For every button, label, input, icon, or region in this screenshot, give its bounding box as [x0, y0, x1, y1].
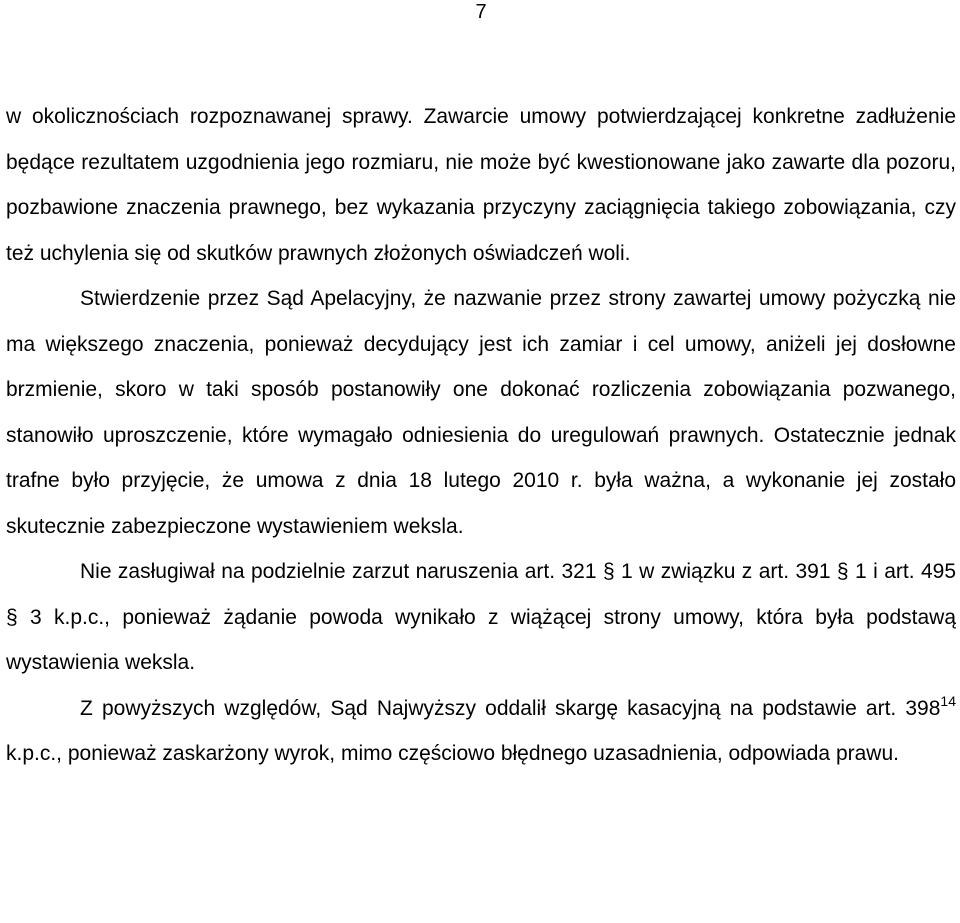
page-number — [0, 0, 960, 24]
page-number-text: 7 — [475, 1, 487, 23]
paragraph-3: Nie zasługiwał na podzielnie zarzut naruszenia art. 321 § 1 w związku z art. 391 § 1 i art. 495 § 3 k.p.c., ponieważ żądanie powoda wynikało z wiążącej strony umowy, która była podstawą wystawienia weksla. — [6, 560, 956, 674]
paragraph-4-text-before: Z powyższych względów, Sąd Najwyższy oddalił skargę kasacyjną na podstawie art. 398 — [80, 696, 941, 720]
paragraph-1: w okolicznościach rozpoznawanej sprawy. Zawarcie umowy potwierdzającej konkretne zadłużenie będące rezultatem uzgodnienia jego rozmiaru, nie może być kwestionowane jako zawarte dla pozoru, pozbawione znaczenia prawnego, bez wykazania przyczyny zaciągnięcia takiego zobowiązania, czy też uchylenia się od skutków prawnych złożonych oświadczeń woli. — [6, 105, 956, 265]
paragraph-4-text-after: k.p.c., ponieważ zaskarżony wyrok, mimo częściowo błędnego uzasadnienia, odpowiada prawu. — [6, 742, 899, 765]
article-superscript: 14 — [940, 692, 956, 709]
paragraph-2: Stwierdzenie przez Sąd Apelacyjny, że nazwanie przez strony zawartej umowy pożyczką nie ma większego znaczenia, ponieważ decydujący jest ich zamiar i cel umowy, aniżeli jej dosłowne brzmienie, skoro w taki sposób postanowiły one dokonać rozliczenia zobowiązania pozwanego, stanowiło uproszczenie, które wymagało odniesienia do uregulowań prawnych. Ostatecznie jednak trafne było przyjęcie, że umowa z dnia 18 lutego 2010 r. była ważna, a wykonanie jej zostało skutecznie zabezpieczone wystawieniem weksla. — [6, 287, 956, 538]
document-body — [6, 94, 956, 777]
paragraph-4 — [6, 686, 956, 777]
